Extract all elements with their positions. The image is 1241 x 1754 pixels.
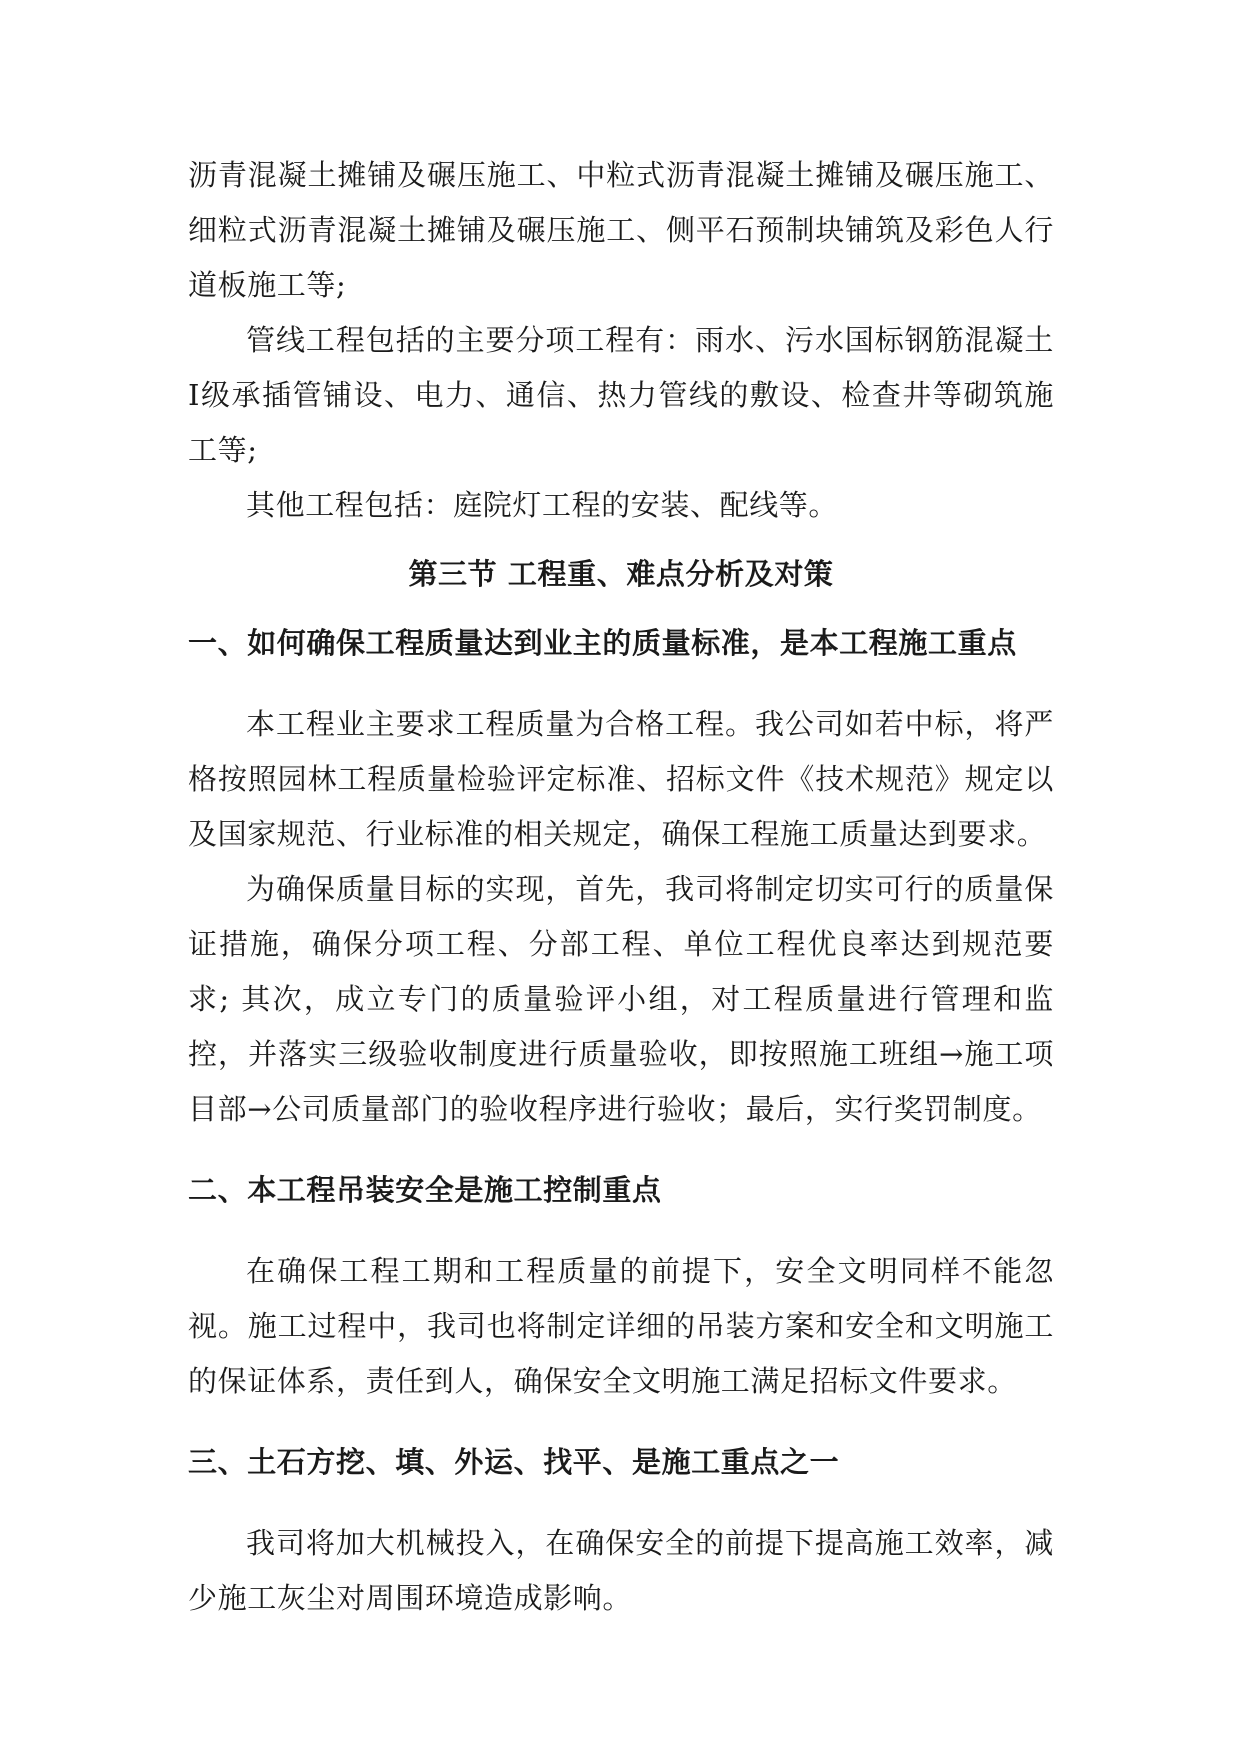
paragraph-safety: 在确保工程工期和工程质量的前提下，安全文明同样不能忽视。施工过程中，我司也将制定详细的吊装方案和安全和文明施工的保证体系，责任到人，确保安全文明施工满足招标文件要求。 [188,1254,1054,1398]
paragraph-other-works: 其他工程包括：庭院灯工程的安装、配线等。 [246,488,839,522]
paragraph-earthworks: 我司将加大机械投入，在确保安全的前提下提高施工效率，减少施工灰尘对周围环境造成影响。 [188,1526,1054,1615]
paragraph-quality-standard: 本工程业主要求工程质量为合格工程。我公司如若中标，将严格按照园林工程质量检验评定标准、招标文件《技术规范》规定以及国家规范、行业标准的相关规定，确保工程施工质量达到要求。 [188,707,1054,851]
heading-quality: 一、如何确保工程质量达到业主的质量标准，是本工程施工重点 [188,626,1017,660]
spacer [188,1490,1054,1516]
spacer [188,671,1054,697]
paragraph-pipeline-works: 管线工程包括的主要分项工程有：雨水、污水国标钢筋混凝土Ⅰ级承插管铺设、电力、通信、热力管线的敷设、检查井等砌筑施工等; [188,323,1054,467]
spacer [188,1218,1054,1244]
spacer [188,1409,1054,1435]
heading-lifting-safety: 二、本工程吊装安全是施工控制重点 [188,1173,662,1207]
paragraph-quality-measures: 为确保质量目标的实现，首先，我司将制定切实可行的质量保证措施，确保分项工程、分部工程、单位工程优良率达到规范要求; 其次，成立专门的质量验评小组，对工程质量进行管理和监控，并落实三级验收制度进行质量验收，即按照施工班组→施工项目部→公司质量部门的验收程序进行验收；最后，实行奖罚制度。 [188,872,1054,1126]
document-body [188,148,1054,1626]
spacer [188,1137,1054,1163]
section-title: 第三节 工程重、难点分析及对策 [408,557,834,591]
heading-earthworks: 三、土石方挖、填、外运、找平、是施工重点之一 [188,1445,840,1479]
paragraph-road-works: 沥青混凝土摊铺及碾压施工、中粒式沥青混凝土摊铺及碾压施工、细粒式沥青混凝土摊铺及碾压施工、侧平石预制块铺筑及彩色人行道板施工等; [188,158,1054,302]
spacer [188,533,1054,547]
spacer [188,602,1054,616]
